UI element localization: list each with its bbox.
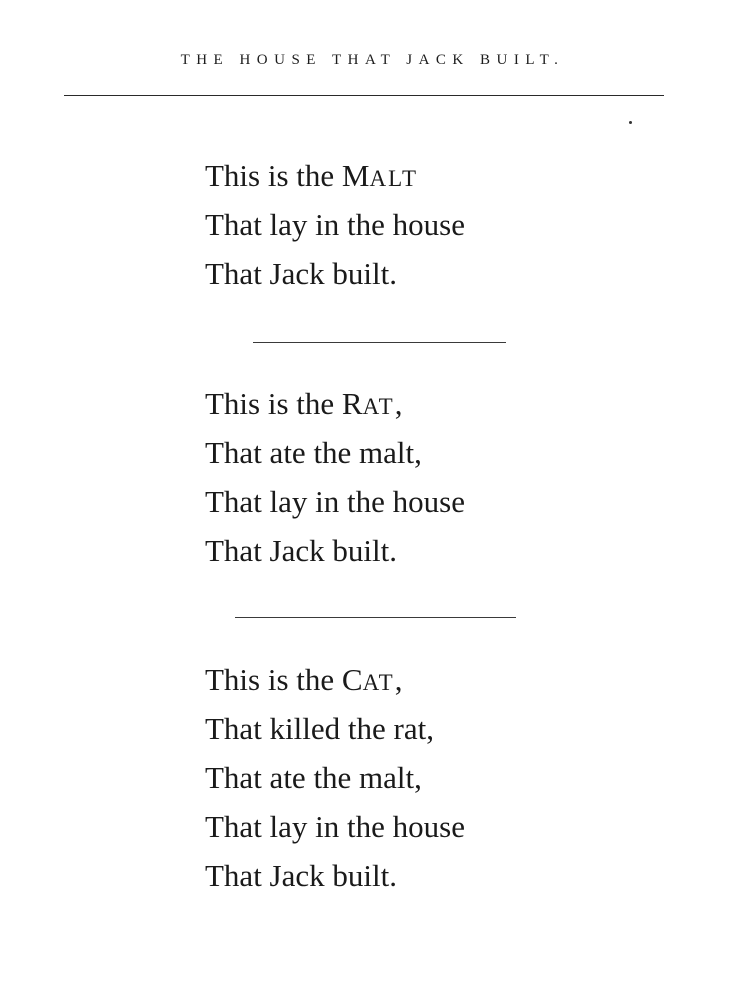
small-caps-initial: M (341, 158, 370, 193)
stanza-cat (205, 655, 465, 900)
verse-line (205, 655, 465, 704)
stanza-divider (235, 617, 516, 618)
small-caps-word: ALT (369, 166, 419, 191)
print-speck (629, 121, 632, 124)
verse-line: That lay in the house (205, 484, 465, 519)
verse-line-prefix: This is the (205, 386, 342, 421)
small-caps-word: AT (362, 670, 395, 695)
stanza-rat (205, 379, 465, 575)
small-caps-initial: R (341, 386, 363, 421)
small-caps-word: AT (362, 394, 395, 419)
verse-line: That Jack built. (205, 256, 397, 291)
verse-line: That lay in the house (205, 809, 465, 844)
header-rule (64, 95, 664, 96)
running-head: THE HOUSE THAT JACK BUILT. (180, 52, 565, 68)
small-caps-initial: C (341, 662, 363, 697)
verse-line: That lay in the house (205, 207, 465, 242)
verse-line-suffix: , (394, 386, 403, 421)
stanza-malt (205, 151, 465, 298)
verse-line: That Jack built. (205, 858, 397, 893)
verse-line (205, 379, 465, 428)
verse-line: That Jack built. (205, 533, 397, 568)
verse-line-suffix: , (394, 662, 403, 697)
verse-line-prefix: This is the (205, 158, 342, 193)
verse-line: That ate the malt, (205, 435, 422, 470)
verse-line: That ate the malt, (205, 760, 422, 795)
verse-line-prefix: This is the (205, 662, 342, 697)
verse-line (205, 151, 465, 200)
verse-line: That killed the rat, (205, 711, 434, 746)
stanza-divider (253, 342, 506, 343)
